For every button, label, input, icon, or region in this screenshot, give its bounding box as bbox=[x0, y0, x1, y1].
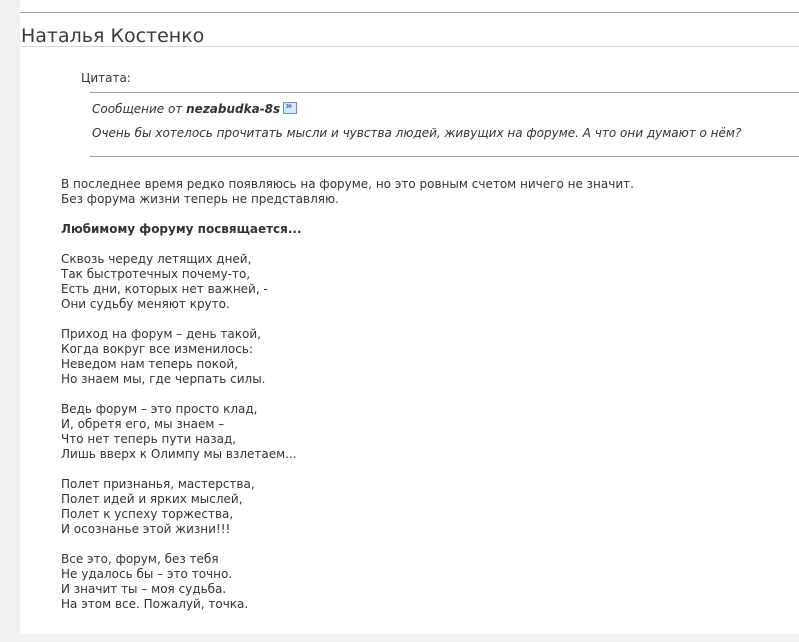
quote-label: Цитата: bbox=[81, 71, 131, 85]
poem-line: Неведом нам теперь покой, bbox=[61, 357, 238, 371]
poem-line: Полет к успеху торжества, bbox=[61, 507, 234, 521]
forum-post bbox=[20, 0, 799, 634]
poem-line: Что нет теперь пути назад, bbox=[61, 432, 237, 446]
poem-line: Ведь форум – это просто клад, bbox=[61, 402, 258, 416]
poem-line: Приход на форум – день такой, bbox=[61, 327, 261, 341]
poem-line: И значит ты – моя судьба. bbox=[61, 582, 227, 596]
poem-line: Сквозь череду летящих дней, bbox=[61, 252, 252, 266]
quote-source bbox=[92, 102, 297, 116]
poem-line: Когда вокруг все изменилось: bbox=[61, 342, 253, 356]
intro-line-2: Без форума жизни теперь не представляю. bbox=[61, 192, 339, 206]
poem-line: И осознанье этой жизни!!! bbox=[61, 522, 231, 536]
poem-line: Они судьбу меняют круто. bbox=[61, 297, 230, 311]
poem-line: Полет признанья, мастерства, bbox=[61, 477, 255, 491]
poem-line: Так быстротечных почему-то, bbox=[61, 267, 251, 281]
poem-line: Не удалось бы – это точно. bbox=[61, 567, 233, 581]
intro-line-1: В последнее время редко появляюсь на форуме, но это ровным счетом ничего не значит. bbox=[61, 177, 634, 191]
poem-line: Но знаем мы, где черпать силы. bbox=[61, 372, 266, 386]
poem-line: Есть дни, которых нет важней, - bbox=[61, 282, 268, 296]
post-top-divider bbox=[20, 12, 799, 13]
quote-block bbox=[90, 92, 799, 157]
poem-line: Полет идей и ярких мыслей, bbox=[61, 492, 243, 506]
title-divider bbox=[20, 46, 799, 47]
poem-line: На этом все. Пожалуй, точка. bbox=[61, 597, 249, 611]
quote-text: Очень бы хотелось прочитать мысли и чувства людей, живущих на форуме. А что они думают о нём? bbox=[92, 126, 742, 140]
poem-line: Все это, форум, без тебя bbox=[61, 552, 219, 566]
poem-line: Лишь вверх к Олимпу мы взлетаем... bbox=[61, 447, 297, 461]
dedication-heading: Любимому форуму посвящается... bbox=[61, 222, 302, 236]
poem-line: И, обретя его, мы знаем – bbox=[61, 417, 225, 431]
post-body bbox=[61, 177, 634, 612]
post-author-title: Наталья Костенко bbox=[21, 25, 205, 47]
view-post-icon[interactable] bbox=[283, 102, 297, 114]
quote-author-name: nezabudka-8s bbox=[186, 102, 281, 116]
quote-source-prefix: Сообщение от bbox=[92, 102, 187, 116]
